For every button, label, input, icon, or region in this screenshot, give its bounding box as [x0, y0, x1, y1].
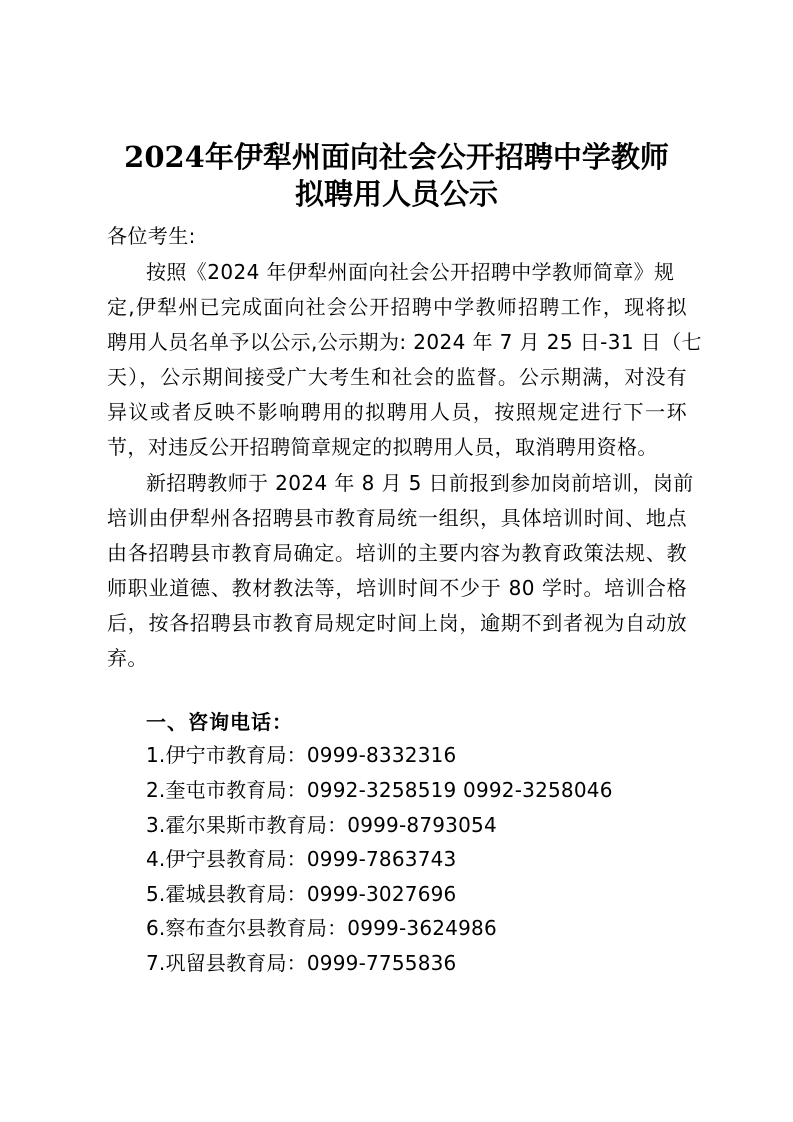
- paragraph-2-line-4: 师职业道德、教材教法等，培训时间不少于 80 学时。培训合格: [107, 576, 687, 600]
- paragraph-2-line-5: 后，按各招聘县市教育局规定时间上岗，逾期不到者视为自动放: [107, 611, 687, 635]
- paragraph-1-line-4: 天），公示期间接受广大考生和社会的监督。公示期满，对没有: [107, 365, 687, 389]
- contact-item: 4.伊宁县教育局：0999-7863743: [146, 847, 457, 871]
- contact-item: 1.伊宁市教育局：0999-8332316: [146, 743, 457, 767]
- contact-item: 7.巩留县教育局：0999-7755836: [146, 951, 457, 975]
- document-title-line-1: 2024年伊犁州面向社会公开招聘中学教师: [124, 140, 669, 174]
- section-heading-contact: 一、咨询电话：: [146, 710, 293, 734]
- paragraph-1-line-2: 定,伊犁州已完成面向社会公开招聘中学教师招聘工作，现将拟: [107, 295, 687, 319]
- paragraph-2-line-6: 弃。: [107, 646, 148, 670]
- greeting: 各位考生:: [107, 224, 196, 248]
- contact-item: 2.奎屯市教育局：0992-3258519 0992-3258046: [146, 778, 613, 802]
- document-title-line-2: 拟聘用人员公示: [294, 177, 498, 211]
- paragraph-1-line-6: 节，对违反公开招聘简章规定的拟聘用人员，取消聘用资格。: [107, 435, 658, 459]
- paragraph-2-line-3: 由各招聘县市教育局确定。培训的主要内容为教育政策法规、教: [107, 541, 687, 565]
- paragraph-1-line-5: 异议或者反映不影响聘用的拟聘用人员，按照规定进行下一环: [107, 400, 687, 424]
- paragraph-2-line-2: 培训由伊犁州各招聘县市教育局统一组织，具体培训时间、地点: [107, 506, 687, 530]
- contact-item: 6.察布查尔县教育局：0999-3624986: [146, 916, 497, 940]
- paragraph-2-line-1: 新招聘教师于 2024 年 8 月 5 日前报到参加岗前培训，岗前: [146, 471, 694, 495]
- contact-item: 3.霍尔果斯市教育局：0999-8793054: [146, 813, 497, 837]
- paragraph-1-line-3: 聘用人员名单予以公示,公示期为: 2024 年 7 月 25 日-31 日（七: [107, 330, 702, 354]
- paragraph-1-line-1: 按照《2024 年伊犁州面向社会公开招聘中学教师简章》规: [146, 260, 675, 284]
- contact-item: 5.霍城县教育局：0999-3027696: [146, 882, 457, 906]
